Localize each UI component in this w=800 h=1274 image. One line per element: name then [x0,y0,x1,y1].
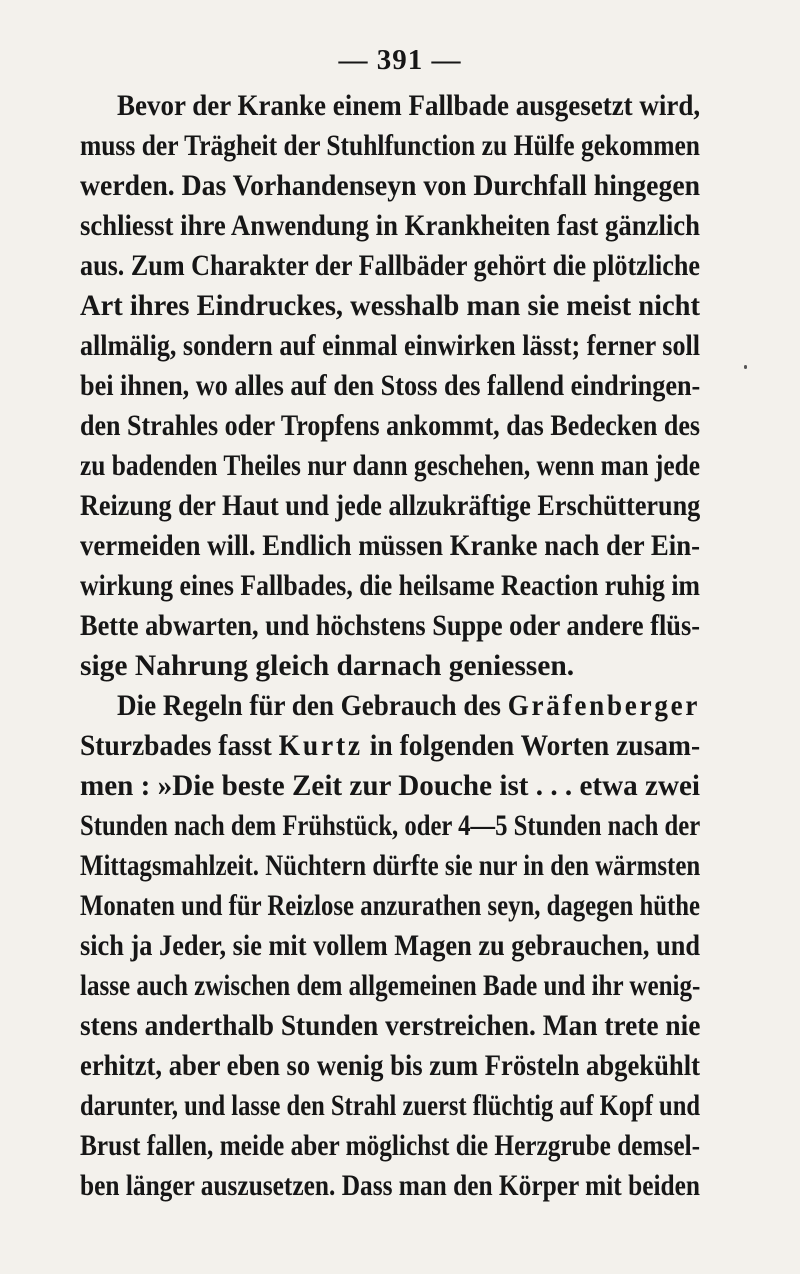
text-line-19: Stunden nach dem Frühstück, oder 4—5 Stunden nach der [80,810,701,842]
text-line-16 [117,686,700,726]
text-line-23: lasse auch zwischen dem allgemeinen Bade und ihr wenig- [80,970,701,1002]
text-line-4: schliesst ihre Anwendung in Krankheiten fast gänzlich [80,210,700,242]
line-17-text-end: in folgenden Worten zusam- [362,730,701,762]
emphasized-name-kurtz: Kurtz [278,730,363,762]
line-17-text-start: Sturzbades fasst [80,730,279,762]
text-line-13: wirkung eines Fallbades, die heilsame Reaction ruhig im [80,570,700,602]
text-line-11: Reizung der Haut und jede allzukräftige Erschütterung [80,490,701,522]
text-line-2: muss der Trägheit der Stuhlfunction zu Hülfe gekommen [80,130,700,162]
text-line-28: ben länger auszusetzen. Dass man den Körper mit beiden [80,1170,700,1202]
text-line-12: vermeiden will. Endlich müssen Kranke nach der Ein- [80,530,700,562]
text-line-8: bei ihnen, wo alles auf den Stoss des fallend eindringen- [80,370,701,402]
page-number: — 391 — [338,44,462,76]
text-line-14: Bette abwarten, und höchstens Suppe oder andere flüs- [80,610,700,642]
text-line-3: werden. Das Vorhandenseyn von Durchfall hingegen [80,170,701,202]
text-line-9: den Strahles oder Tropfens ankommt, das Bedecken des [80,410,700,442]
text-line-26: darunter, und lasse den Strahl zuerst flüchtig auf Kopf und [80,1090,700,1122]
text-line-5: aus. Zum Charakter der Fallbäder gehört die plötzliche [80,250,700,282]
text-line-10: zu badenden Theiles nur dann geschehen, wenn man jede [80,450,700,482]
text-line-18: men : »Die beste Zeit zur Douche ist . . . etwa zwei [80,770,700,802]
text-line-27: Brust fallen, meide aber möglichst die Herzgrube demsel- [80,1130,700,1162]
text-line-1: Bevor der Kranke einem Fallbade ausgesetzt wird, [117,90,701,122]
text-line-24: stens anderthalb Stunden verstreichen. Man trete nie [80,1010,701,1042]
text-line-17 [80,726,700,766]
text-line-6: Art ihres Eindruckes, wesshalb man sie meist nicht [80,290,700,322]
line-16-text: Die Regeln für den Gebrauch des [117,690,508,722]
text-line-20: Mittagsmahlzeit. Nüchtern dürfte sie nur in den wärmsten [80,850,701,882]
text-line-25: erhitzt, aber eben so wenig bis zum Frösteln abgekühlt [80,1050,700,1082]
text-line-21: Monaten und für Reizlose anzurathen seyn, dagegen hüthe [80,890,700,922]
text-line-15: sige Nahrung gleich darnach geniessen. [80,650,575,682]
ink-speck [744,365,747,369]
text-line-22: sich ja Jeder, sie mit vollem Magen zu gebrauchen, und [80,930,700,962]
emphasized-name-graefenberger: Gräfenberger [507,690,701,722]
text-line-7: allmälig, sondern auf einmal einwirken lässt; ferner soll [80,330,700,362]
